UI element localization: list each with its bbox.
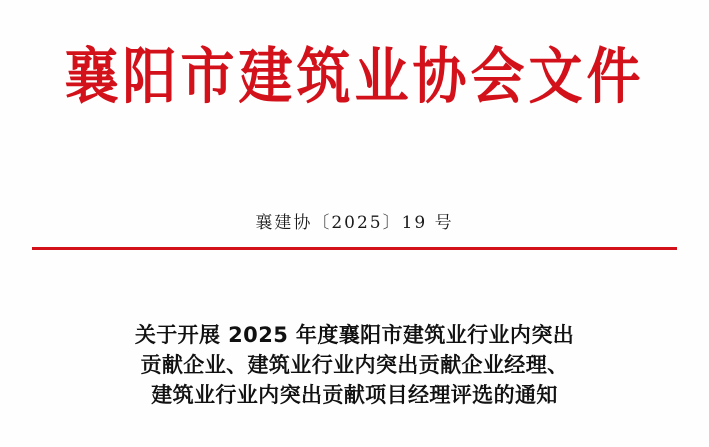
document-title-line-2: 贡献企业、建筑业行业内突出贡献企业经理、	[140, 353, 569, 377]
organization-title: 襄阳市建筑业协会文件	[64, 40, 645, 112]
red-divider-line	[32, 247, 677, 250]
document-number: 襄建协〔2025〕19 号	[255, 213, 454, 233]
document-title	[60, 320, 649, 410]
masthead	[0, 40, 709, 112]
document-title-line-1: 关于开展 2025 年度襄阳市建筑业行业内突出	[134, 323, 575, 347]
document-title-line-3: 建筑业行业内突出贡献项目经理评选的通知	[151, 383, 558, 407]
